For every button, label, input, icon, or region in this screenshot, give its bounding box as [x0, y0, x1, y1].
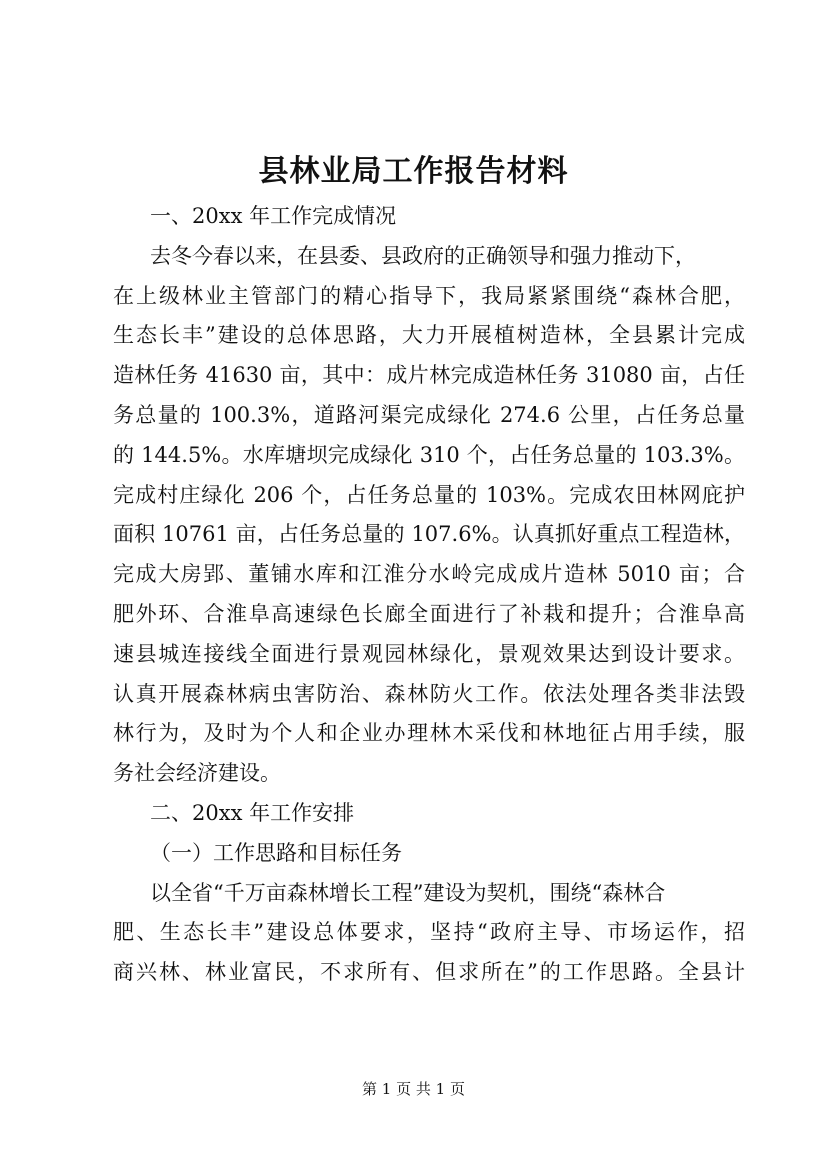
document-body: [113, 197, 745, 993]
paragraph-line: 完成村庄绿化 206 个，占任务总量的 103%。完成农田林网庇护: [113, 482, 745, 507]
paragraph-line: 生态长丰”建设的总体思路，大力开展植树造林，全县累计完成: [113, 323, 745, 348]
paragraph-line: 在上级林业主管部门的精心指导下，我局紧紧围绕“森林合肥，: [113, 283, 745, 308]
paragraph-line: 以全省“千万亩森林增长工程”建设为契机，围绕“森林合: [150, 880, 666, 905]
paragraph-line: 认真开展森林病虫害防治、森林防火工作。依法处理各类非法毁: [113, 681, 745, 706]
paragraph-line: 林行为，及时为个人和企业办理林木采伐和林地征占用手续，服: [113, 721, 745, 746]
paragraph-line: 务社会经济建设。: [113, 761, 281, 786]
document-title: 县林业局工作报告材料: [258, 154, 569, 189]
paragraph-line: 肥外环、合淮阜高速绿色长廊全面进行了补栽和提升；合淮阜高: [113, 601, 745, 626]
paragraph-line: 造林任务 41630 亩，其中：成片林完成造林任务 31080 亩，占任: [113, 363, 745, 388]
paragraph-line: 商兴林、林业富民，不求所有、但求所在”的工作思路。全县计: [113, 960, 745, 985]
paragraph-line: 完成大房郢、董铺水库和江淮分水岭完成成片造林 5010 亩；合: [113, 562, 745, 587]
paragraph-line: 去冬今春以来，在县委、县政府的正确领导和强力推动下，: [150, 243, 696, 268]
subsection-heading: （一）工作思路和目标任务: [150, 840, 402, 865]
section-heading: 一、20xx 年工作完成情况: [150, 204, 397, 228]
paragraph-line: 速县城连接线全面进行景观园林绿化，景观效果达到设计要求。: [113, 641, 745, 666]
section-heading: 二、20xx 年工作安排: [150, 800, 355, 825]
paragraph-line: 肥、生态长丰”建设总体要求，坚持“政府主导、市场运作，招: [113, 920, 745, 945]
paragraph-line: 的 144.5%。水库塘坝完成绿化 310 个，占任务总量的 103.3%。: [113, 442, 745, 467]
paragraph-line: 务总量的 100.3%，道路河渠完成绿化 274.6 公里，占任务总量: [113, 402, 745, 427]
paragraph-line: 面积 10761 亩，占任务总量的 107.6%。认真抓好重点工程造林，: [113, 522, 745, 547]
page-footer: 第 1 页 共 1 页: [362, 1080, 465, 1098]
